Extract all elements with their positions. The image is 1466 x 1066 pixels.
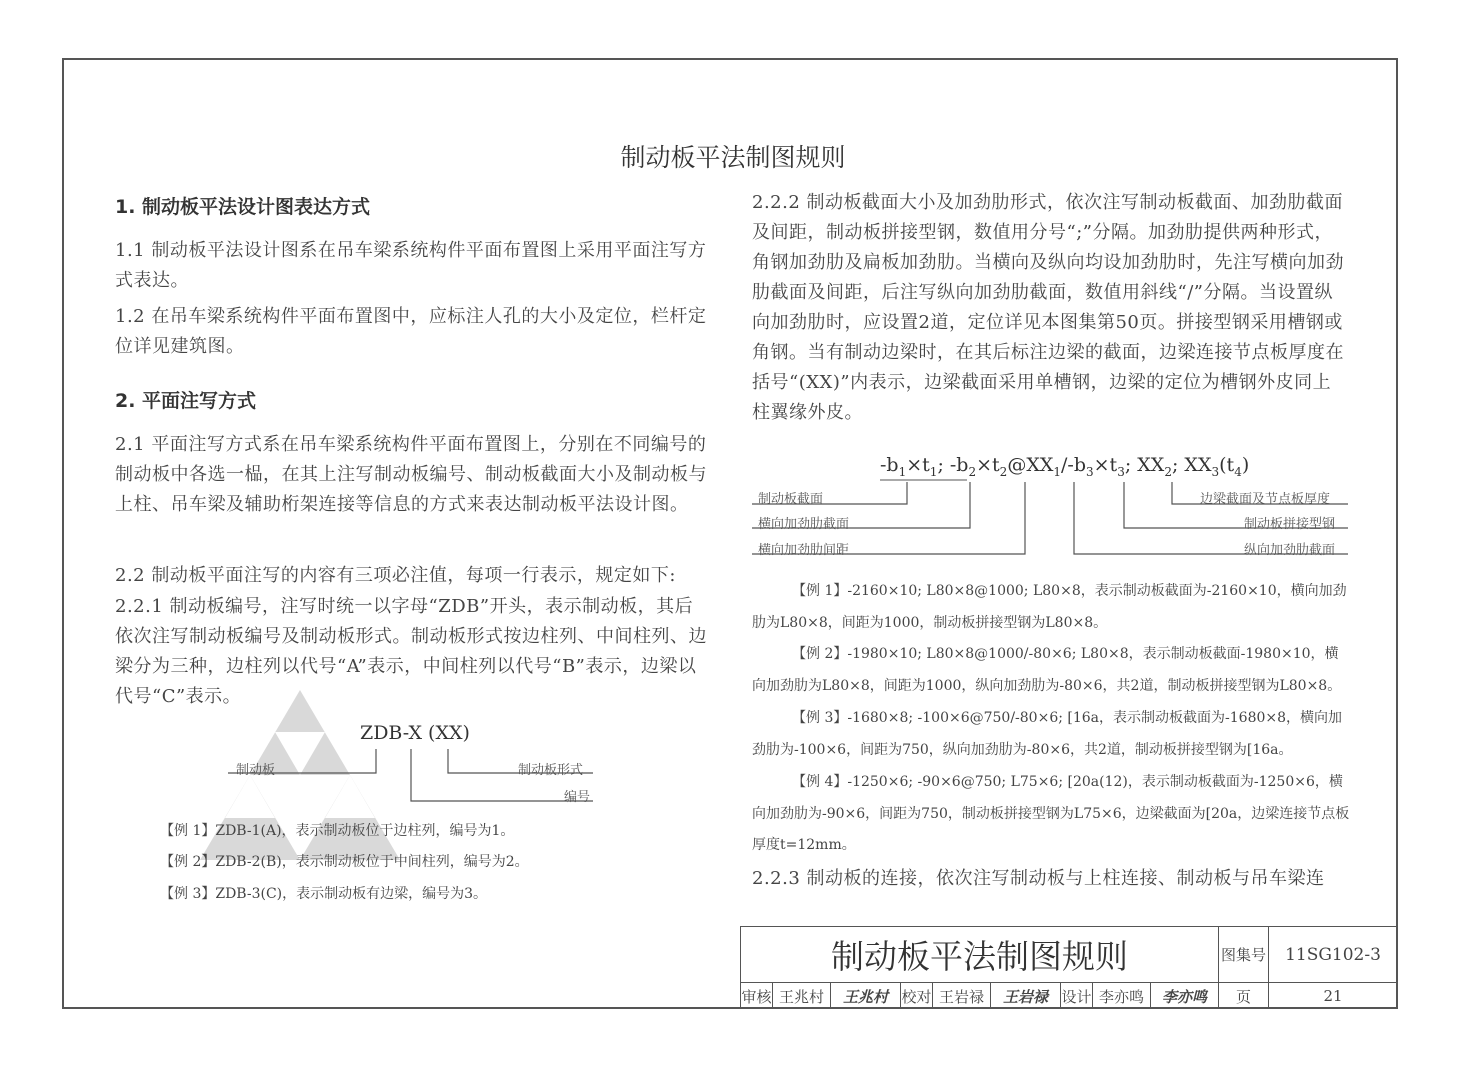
- para-2-2-2: 2.2.2 制动板截面大小及加劲肋形式，依次注写制动板截面、加劲肋截面及间距，制动板拼接型钢，数值用分号“;”分隔。加劲肋提供两种形式，角钢加劲肋及扁板加劲肋。当横向及纵向均设加劲肋时，先注写横向加劲肋截面及间距，后注写纵向加劲肋截面，数值用斜线“/”分隔。当设置纵向加劲肋时，应设置2道，定位详见本图集第50页。拼接型钢采用槽钢或角钢。当有制动边梁时，在其后标注边梁的截面，边梁连接节点板厚度在括号“(XX)”内表示，边梁截面采用单槽钢，边梁的定位为槽钢外皮同上柱翼缘外皮。: [752, 192, 1344, 423]
- section-example-4: 【例 4】-1250×6; -90×6@750; L75×6; [20a(12)，表示制动板截面为-1250×6，横向加劲肋为-90×6，间距为750，制动板拼接型钢为L75×6，边梁截面为[20a，边梁连接节点板厚度t=12mm。: [752, 774, 1350, 853]
- para-1-1: 1.1 制动板平法设计图系在吊车梁系统构件平面布置图上采用平面注写方式表达。: [115, 240, 707, 291]
- para-2-1: 2.1 平面注写方式系在吊车梁系统构件平面布置图上，分别在不同编号的制动板中各选一榀，在其上注写制动板编号、制动板截面大小及制动板与上柱、吊车梁及辅助桁架连接等信息的方式来表达制动板平法设计图。: [115, 434, 707, 515]
- zdb-label-plate: 制动板: [236, 763, 276, 778]
- formula-label-transverse-section: 横向加劲肋截面: [758, 517, 850, 532]
- zdb-label-form: 制动板形式: [518, 763, 584, 778]
- title-block-atlas-label: 图集号: [1219, 927, 1269, 983]
- zdb-label-number: 编号: [564, 790, 591, 805]
- title-block-page-no: 21: [1323, 987, 1343, 1005]
- para-2-2: 2.2 制动板平面注写的内容有三项必注值，每项一行表示，规定如下:: [115, 565, 676, 586]
- title-block: [740, 926, 1396, 1008]
- title-block-design-label: 设计: [1061, 983, 1093, 1009]
- zdb-code: ZDB-X (XX): [360, 722, 470, 744]
- section-formula: $-b_1\times t_1$; $-b_2\times t_2@XX_1/-b_3\times t_3$; $XX_2$; $XX_3(t_4)$: [880, 454, 1250, 479]
- zdb-example-2: 【例 2】ZDB-2(B)，表示制动板位于中间柱列，编号为2。: [160, 854, 529, 870]
- title-block-title: 制动板平法制图规则: [741, 927, 1219, 983]
- para-2-2-1: 2.2.1 制动板编号，注写时统一以字母“ZDB”开头，表示制动板，其后依次注写制动板编号及制动板形式。制动板形式按边柱列、中间柱列、边梁分为三种，边柱列以代号“A”表示，中间柱列以代号“B”表示，边梁以代号“C”表示。: [115, 596, 707, 707]
- section-example-1: 【例 1】-2160×10; L80×8@1000; L80×8，表示制动板截面为-2160×10，横向加劲肋为L80×8，间距为1000，制动板拼接型钢为L80×8。: [752, 583, 1347, 631]
- section-example-2: 【例 2】-1980×10; L80×8@1000/-80×6; L80×8，表示制动板截面-1980×10，横向加劲肋为L80×8，间距为1000，纵向加劲肋为-80×6，共2道，制动板拼接型钢为L80×8。: [752, 646, 1342, 694]
- para-2-2-3: 2.2.3 制动板的连接，依次注写制动板与上柱连接、制动板与吊车梁连: [752, 868, 1325, 889]
- formula-label-splice-steel: 制动板拼接型钢: [1244, 517, 1336, 532]
- title-block-reviewer: 王兆村: [773, 983, 831, 1009]
- section-1-heading: 1. 制动板平法设计图表达方式: [115, 196, 371, 218]
- formula-label-edge-beam: 边梁截面及节点板厚度: [1200, 492, 1331, 507]
- title-block-review-label: 审核: [741, 983, 773, 1009]
- formula-label-plate-section: 制动板截面: [758, 492, 824, 507]
- title-block-page-label: 页: [1219, 983, 1269, 1009]
- reviewer-signature: 王兆村: [831, 983, 901, 1009]
- checker-signature: 王岩禄: [991, 983, 1061, 1009]
- title-block-atlas-no: 11SG102-3: [1269, 927, 1397, 983]
- title-block-designer: 李亦鸣: [1093, 983, 1151, 1009]
- zdb-example-1: 【例 1】ZDB-1(A)，表示制动板位于边柱列，编号为1。: [160, 823, 515, 839]
- formula-label-longitudinal-section: 纵向加劲肋截面: [1244, 543, 1336, 558]
- section-example-3: 【例 3】-1680×8; -100×6@750/-80×6; [16a，表示制动板截面为-1680×8，横向加劲肋为-100×6，间距为750，纵向加劲肋为-80×6，共2道，制动板拼接型钢为[16a。: [752, 710, 1343, 758]
- formula-label-transverse-spacing: 横向加劲肋间距: [758, 543, 850, 558]
- page-title: 制动板平法制图规则: [620, 143, 846, 172]
- para-1-2: 1.2 在吊车梁系统构件平面布置图中，应标注人孔的大小及定位，栏杆定位详见建筑图。: [115, 306, 707, 357]
- designer-signature: 李亦鸣: [1151, 983, 1219, 1009]
- title-block-checker: 王岩禄: [933, 983, 991, 1009]
- zdb-example-3: 【例 3】ZDB-3(C)，表示制动板有边梁，编号为3。: [160, 886, 488, 902]
- section-2-heading: 2. 平面注写方式: [115, 390, 257, 412]
- title-block-check-label: 校对: [901, 983, 933, 1009]
